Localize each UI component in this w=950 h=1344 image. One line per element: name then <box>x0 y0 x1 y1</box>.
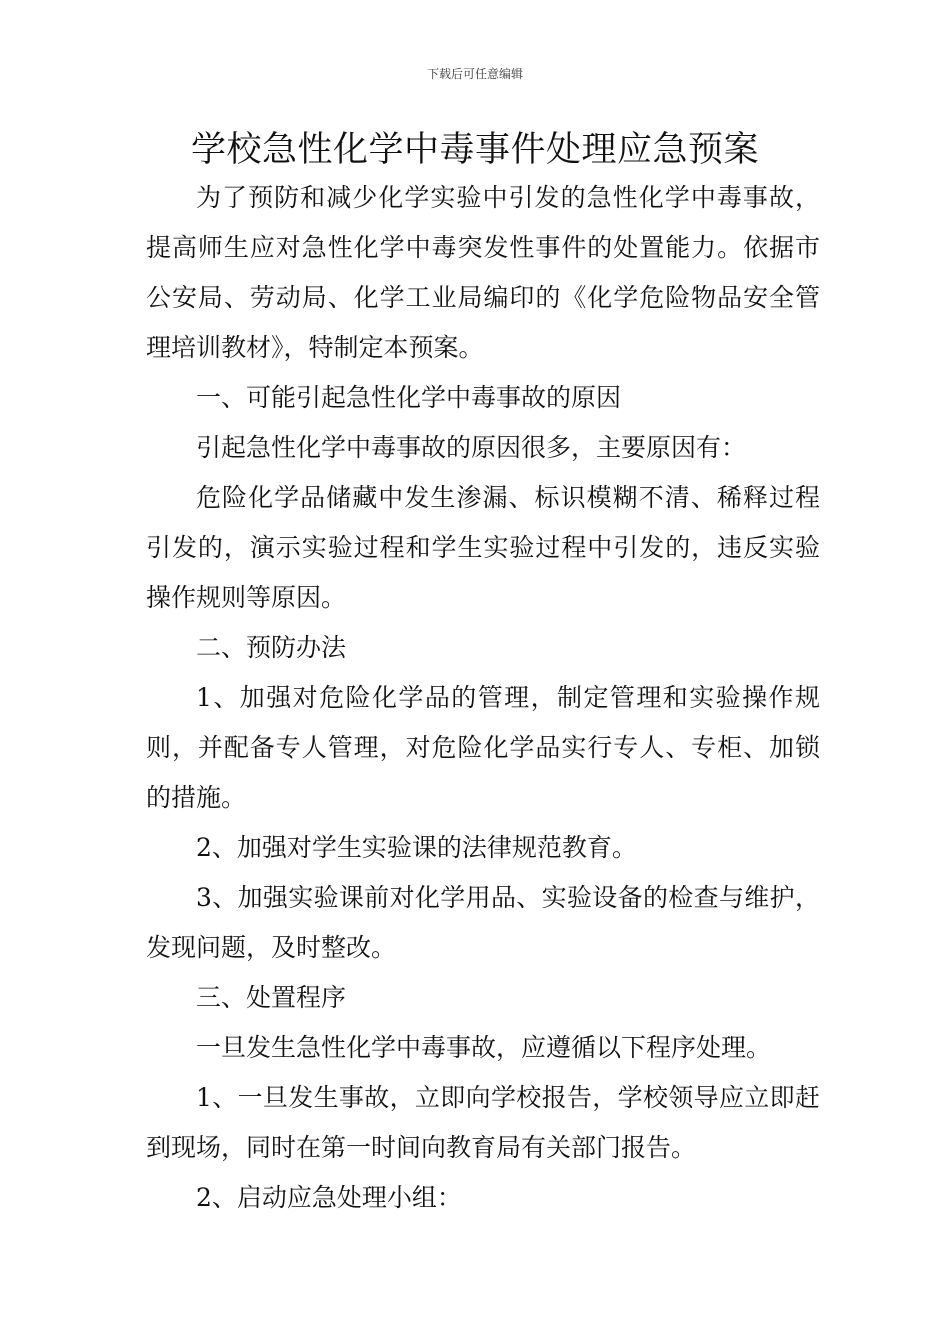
list-item: 2、启动应急处理小组： <box>196 1183 462 1212</box>
list-item: 3、加强实验课前对化学用品、实验设备的检查与维护，发现问题，及时整改。 <box>146 883 820 962</box>
list-item: 1、一旦发生事故，立即向学校报告，学校领导应立即赶到现场，同时在第一时间向教育局有关部门报告。 <box>146 1083 820 1162</box>
list-item: 1、加强对危险化学品的管理，制定管理和实验操作规则，并配备专人管理，对危险化学品实行专人、专柜、加锁的措施。 <box>146 683 820 812</box>
paragraph: 一旦发生急性化学中毒事故，应遵循以下程序处理。 <box>196 1033 772 1062</box>
section-heading-prevention: 二、预防办法 <box>196 633 347 662</box>
header-note: 下载后可任意编辑 <box>426 67 523 81</box>
document-title: 学校急性化学中毒事件处理应急预案 <box>190 130 759 170</box>
paragraph: 危险化学品储藏中发生渗漏、标识模糊不清、稀释过程引发的，演示实验过程和学生实验过程中引发的，违反实验操作规则等原因。 <box>146 483 820 612</box>
paragraph-intro: 为了预防和减少化学实验中引发的急性化学中毒事故，提高师生应对急性化学中毒突发性事件的处置能力。依据市公安局、劳动局、化学工业局编印的《化学危险物品安全管理培训教材》，特制定本预案。 <box>146 183 820 362</box>
list-item: 2、加强对学生实验课的法律规范教育。 <box>196 833 637 862</box>
paragraph: 引起急性化学中毒事故的原因很多，主要原因有： <box>196 433 747 462</box>
document-body <box>146 173 820 1223</box>
section-heading-causes: 一、可能引起急性化学中毒事故的原因 <box>196 383 622 412</box>
section-heading-procedure: 三、处置程序 <box>196 983 347 1012</box>
